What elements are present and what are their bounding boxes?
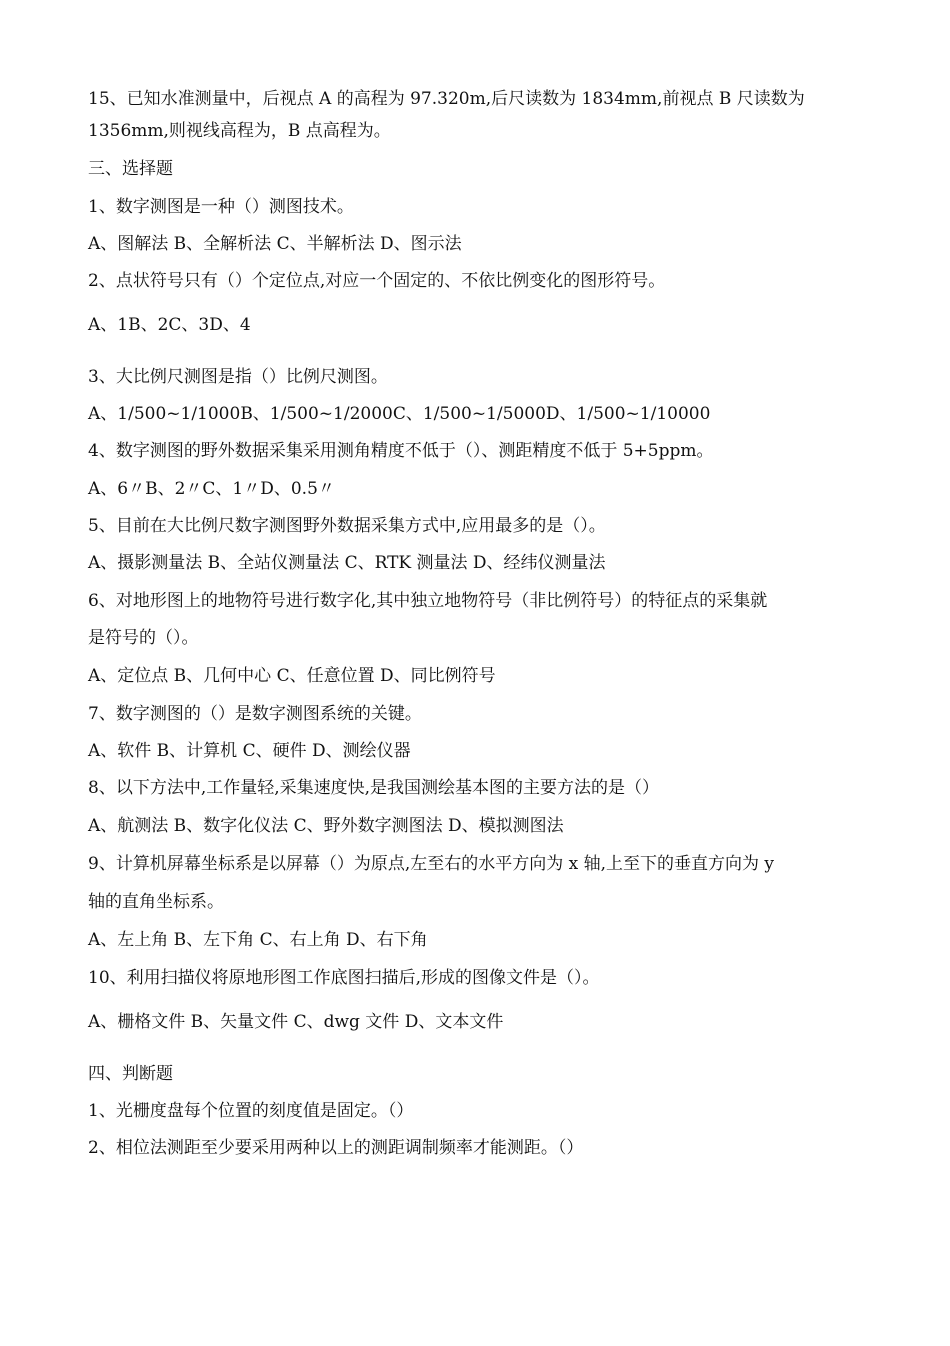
question-6-line-1: 6、对地形图上的地物符号进行数字化,其中独立地物符号（非比例符号）的特征点的采集就 [88,591,768,611]
question-4: 4、数字测图的野外数据采集采用测角精度不低于（）、测距精度不低于 5+5ppm。 [88,441,714,461]
question-9-line-2: 轴的直角坐标系。 [88,892,224,912]
question-6-options: A、定位点 B、几何中心 C、任意位置 D、同比例符号 [88,666,496,686]
question-3-options: A、1/500~1/1000B、1/500~1/2000C、1/500~1/5000D、1/500~1/10000 [88,404,711,424]
question-5-options: A、摄影测量法 B、全站仪测量法 C、RTK 测量法 D、经纬仪测量法 [88,553,606,573]
question-8-options: A、航测法 B、数字化仪法 C、野外数字测图法 D、模拟测图法 [88,816,564,836]
question-9-line-1: 9、计算机屏幕坐标系是以屏幕（）为原点,左至右的水平方向为 x 轴,上至下的垂直方向为 y [88,854,775,874]
judgment-1: 1、光栅度盘每个位置的刻度值是固定。（） [88,1101,414,1121]
section-4-title: 四、判断题 [88,1064,173,1084]
question-1: 1、数字测图是一种（）测图技术。 [88,197,354,217]
question-9-options: A、左上角 B、左下角 C、右上角 D、右下角 [88,930,428,950]
question-8: 8、以下方法中,工作量轻,采集速度快,是我国测绘基本图的主要方法的是（） [88,778,660,798]
question-15-line-1: 15、已知水准测量中，后视点 A 的高程为 97.320m,后尺读数为 1834mm,前视点 B 尺读数为 [88,89,805,109]
question-10-options: A、栅格文件 B、矢量文件 C、dwg 文件 D、文本文件 [88,1012,504,1032]
question-10: 10、利用扫描仪将原地形图工作底图扫描后,形成的图像文件是（）。 [88,968,600,988]
question-7: 7、数字测图的（）是数字测图系统的关键。 [88,704,422,724]
question-7-options: A、软件 B、计算机 C、硬件 D、测绘仪器 [88,741,411,761]
question-2: 2、点状符号只有（）个定位点,对应一个固定的、不依比例变化的图形符号。 [88,271,666,291]
question-1-options: A、图解法 B、全解析法 C、半解析法 D、图示法 [88,234,462,254]
question-3: 3、大比例尺测图是指（）比例尺测图。 [88,367,388,387]
question-2-options: A、1B、2C、3D、4 [88,315,251,335]
judgment-2: 2、相位法测距至少要采用两种以上的测距调制频率才能测距。（） [88,1138,584,1158]
question-6-line-2: 是符号的（）。 [88,628,199,648]
question-5: 5、目前在大比例尺数字测图野外数据采集方式中,应用最多的是（）。 [88,516,606,536]
section-3-title: 三、选择题 [88,159,173,179]
question-15-line-2: 1356mm,则视线高程为，B 点高程为。 [88,121,391,141]
question-4-options: A、6〃B、2〃C、1〃D、0.5〃 [88,479,335,499]
